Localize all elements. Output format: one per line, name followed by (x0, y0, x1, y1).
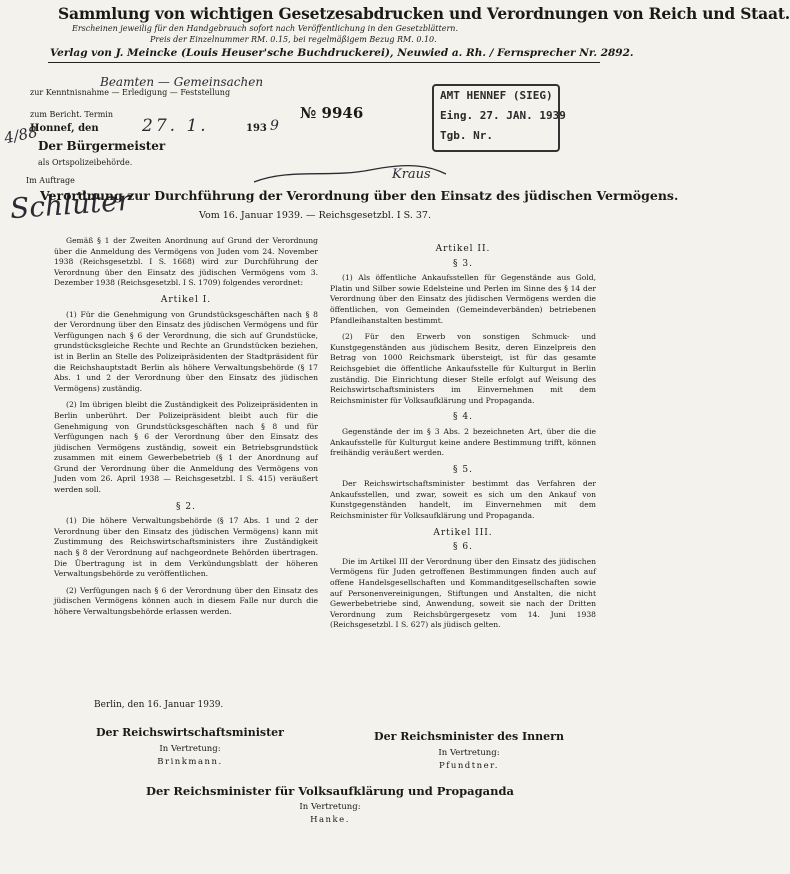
stamp-date: Eing. 27. JAN. 1939 (440, 109, 566, 122)
document-number: № 9946 (300, 104, 364, 122)
section-3-paragraph-1: (1) Als öffentliche Ankaufsstellen für Gegenstände aus Gold, Platin und Silber sowie Edelsteine und Perlen im Sinne des § 14 der Verordnung über den Einsatz des jüdischen Vermögens werden die öffentlichen, von Gemeinden (Gemeindeverbänden) betriebenen Pfandleihanstalten bestimmt. (330, 273, 596, 325)
authority-title: Der Bürgermeister (38, 139, 166, 153)
article-1-heading: Artikel I. (160, 294, 212, 305)
masthead-rule (48, 62, 600, 63)
section-6-paragraph: Die im Artikel III der Verordnung über den Einsatz des jüdischen Vermögens für Juden getroffenen Bestimmungen finden auch auf offene Handelsgesellschaften und Kommanditgesellschaften sowie auf Personenvereinigungen, Stiftungen und Anstalten, die nicht Gewerbebetriebe sind, Anwendung, soweit sie nach der Dritten Verordnung zum Reichsbürgergesetz vom 14. Juni 1938 (Reichsgesetzbl. I S. 627) als jüdisch gelten. (330, 556, 596, 630)
handwritten-strokes (250, 160, 450, 190)
section-3-paragraph-2: (2) Für den Erwerb von sonstigen Schmuck- und Kunstgegenständen aus jüdischem Besitz, deren Einzelpreis den Betrag von 1000 Reichsmark übersteigt, ist für das gesamte Reichsgebiet die öffentliche Ankaufsstelle für Kulturgut in Berlin zuständig. Die Einrichtung dieser Stelle erfolgt auf Weisung des Reichswirtschaftsministers im Einvernehmen mit dem Reichsminister für Volksaufklärung und Propaganda. (330, 332, 596, 405)
masthead-subtitle: Erscheinen jeweilig für den Handgebrauch sofort nach Veröffentlichung in den Gesetzblättern. (72, 24, 458, 33)
article-1-paragraph-2: (2) Im übrigen bleibt die Zuständigkeit des Polizeipräsidenten in Berlin unberührt. Der Polizeipräsident bleibt auch für die Genehmigung von Grundstücksgeschäften nach § 8 und für Verfügungen nach § 6 der Verordnung über den Einsatz des jüdischen Vermögens zuständig, soweit ein Betriebsgrundstück zusammen mit einem Gewerbebetrieb (§ 1 der Anordnung auf Grund der Verordnung über die Anmeldung des Vermögens von Juden vom 26. April 1938 — Reichsgesetzbl. I S. 415) veräußert werden soll. (54, 400, 318, 495)
decree-title: Verordnung zur Durchführung der Verordnung über den Einsatz des jüdischen Vermögens. (40, 188, 679, 203)
annotation-handwriting: Kraus (392, 167, 431, 182)
stamp-office: AMT HENNEF (SIEG) (440, 89, 553, 102)
signatory-2-deputy-label: In Vertretung: (438, 748, 500, 758)
intro-paragraph: Gemäß § 1 der Zweiten Anordnung auf Grund der Verordnung über die Anmeldung des Vermögens von Juden vom 24. November 1938 (Reichsgesetzbl. I S. 1668) wird zur Durchführung der Verordnung über den Einsatz des jüdischen Vermögens vom 3. Dezember 1938 (Reichsgesetzbl. I S. 1709) folgendes verordnet: (54, 236, 318, 288)
right-column (330, 240, 596, 637)
signatory-1-deputy-label: In Vertretung: (159, 744, 221, 754)
signatory-3-name: Hanke. (310, 815, 350, 825)
routing-line2: zum Bericht. Termin (30, 110, 113, 119)
left-column (54, 236, 318, 624)
article-2-heading: Artikel II. (435, 244, 491, 254)
section-6-heading: § 6. (453, 542, 473, 553)
section-2-paragraph-2: (2) Verfügungen nach § 6 der Verordnung über den Einsatz des jüdischen Vermögens können auch in diesem Falle nur durch die höhere Verwaltungsbehörde erlassen werden. (54, 585, 318, 616)
routing-date-handwriting: 27. 1. (142, 116, 209, 136)
stamp-journal-number: Tgb. Nr. (440, 129, 493, 142)
signatory-1-name: Brinkmann. (157, 757, 223, 767)
masthead-title: Sammlung von wichtigen Gesetzesabdrucken und Verordnungen von Reich und Staat. (58, 4, 790, 23)
section-4-heading: § 4. (453, 412, 473, 423)
signatory-2-name: Pfundtner. (438, 761, 499, 771)
commission-label: Im Auftrage (26, 176, 75, 185)
section-4-paragraph: Gegenstände der im § 3 Abs. 2 bezeichneten Art, über die die Ankaufsstelle für Kulturgut keine andere Bestimmung trifft, können freihändig veräußert werden. (330, 426, 596, 458)
article-1-paragraph-1: (1) Für die Genehmigung von Grundstücksgeschäften nach § 8 der Verordnung über den Einsatz des jüdischen Vermögens und für Verfügungen nach § 6 der Verordnung, die sich auf Grundstücke, grundstücksgleiche Rechte und Rechte an Grundstücken beziehen, ist in Berlin an Stelle des Polizeipräsidenten der Stadtpräsident für die Reichshauptstadt Berlin als höhere Verwaltungsbehörde (§ 17 Abs. 1 und 2 der Verordnung über den Einsatz des jüdischen Vermögens) zuständig. (54, 309, 318, 393)
official-signature: Schlüter (8, 183, 133, 226)
article-3-heading: Artikel III. (433, 527, 493, 538)
decree-dateline: Vom 16. Januar 1939. — Reichsgesetzbl. I S. 37. (199, 210, 431, 221)
section-5-heading: § 5. (453, 464, 473, 475)
section-5-paragraph: Der Reichswirtschaftsminister bestimmt das Verfahren der Ankaufsstellen, und zwar, soweit es sich um den Ankauf von Kunstgegenständen handelt, im Einvernehmen mit dem Reichsminister für Volksaufklärung und Propaganda. (330, 479, 596, 521)
signatory-3-deputy-label: In Vertretung: (299, 802, 361, 812)
routing-line1: zur Kenntnisnahme — Erledigung — Feststellung (30, 88, 231, 97)
masthead-price: Preis der Einzelnummer RM. 0.15, bei regelmäßigem Bezug RM. 0.10. (150, 35, 437, 44)
signatory-2-title: Der Reichsminister des Innern (374, 730, 564, 743)
section-3-heading: § 3. (453, 258, 473, 269)
signatory-3-title: Der Reichsminister für Volksaufklärung und Propaganda (146, 784, 514, 798)
closing-place-date: Berlin, den 16. Januar 1939. (94, 700, 224, 710)
margin-handwriting: 4/88 (2, 122, 40, 148)
section-2-heading: § 2. (176, 501, 196, 512)
masthead-publisher: Verlag von J. Meincke (Louis Heuser'sche Buchdruckerei), Neuwied a. Rh. / Fernsprecher Nr. 2892. (50, 47, 634, 59)
routing-line1-handwriting: Beamten — Gemeinsachen (100, 75, 264, 89)
section-2-paragraph-1: (1) Die höhere Verwaltungsbehörde (§ 17 Abs. 1 und 2 der Verordnung über den Einsatz des jüdischen Vermögens) kann mit Zustimmung des Reichswirtschaftsministers ihre Zuständigkeit nach § 8 der Verordnung auf nachgeordnete Behörden übertragen. Die Übertragung ist in dem Verkündungsblatt der höheren Verwaltungsbehörde zu veröffentlichen. (54, 516, 318, 579)
routing-year: 193 (246, 123, 267, 134)
routing-place: Honnef, den (30, 123, 99, 134)
routing-year-handwriting: 9 (270, 118, 279, 134)
signatory-1-title: Der Reichswirtschaftsminister (96, 726, 284, 739)
receipt-stamp (432, 84, 566, 152)
authority-subtitle: als Ortspolizeibehörde. (38, 158, 133, 167)
